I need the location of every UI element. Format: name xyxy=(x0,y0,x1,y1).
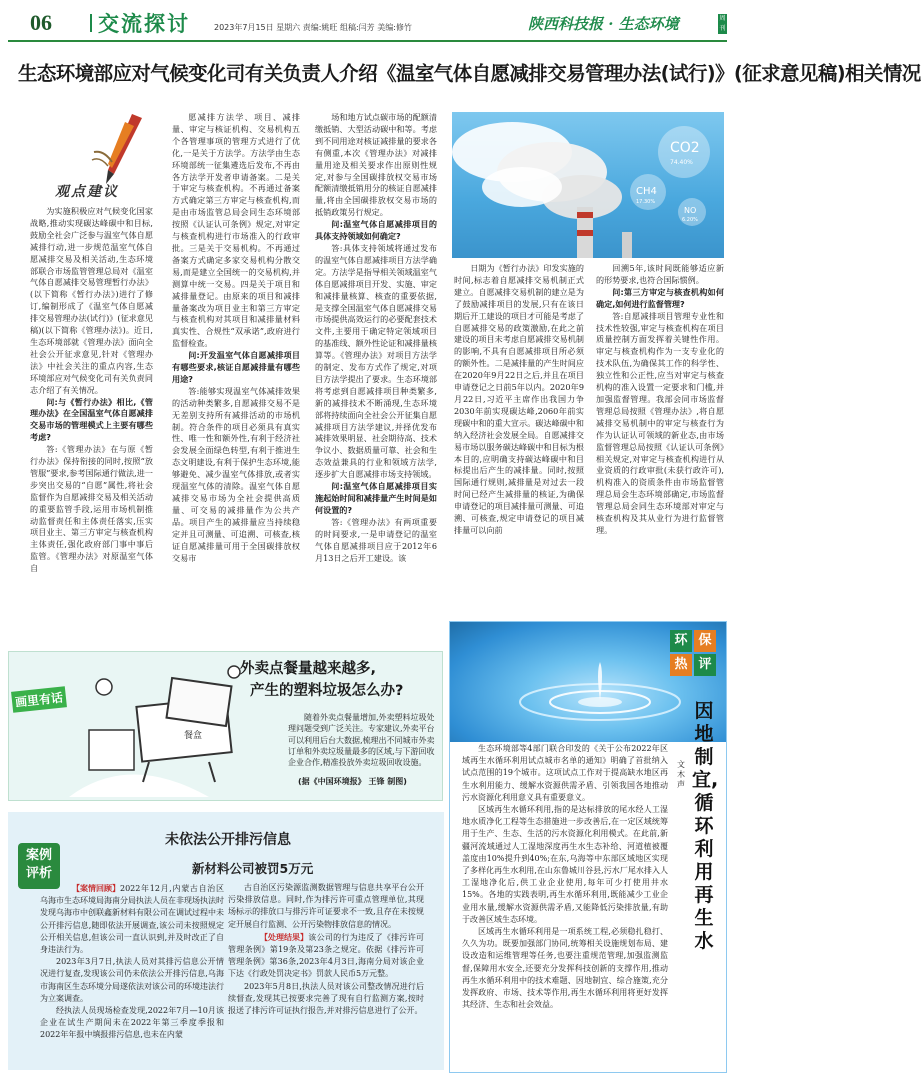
commentary-author: 文 木声 xyxy=(677,760,685,789)
article-paragraph: 愿减排方法学、项目、减排量、审定与核证机构、交易机构五个各管理事项的管理方式进行了优化,一是关于方法学。方法学由生态环境部统一征集遴选后发布,不再由各方法学开发者申请备案。二是关于审定与核查机构。不再通过备案方式确定第三方审定与核查机构,而是由市场监管总局会同生态环境部按照《认证认可条例》规定,对审定与核查机构进行市场准入的行政审批。三是关于交易机构。不再通过备案方式确定多家交易机构分散交易,而是建立全国统一的交易机构,并测算中统一交易。四是关于项目和减排量登记。由原来的项目和减排量备案改为项目业主和第三方审定与核查机构对其项目和减排量材料真实性、合规性“双承诺”,政府进行监督检查。 xyxy=(172,112,300,349)
article-paragraph: 答:具体支持领域将通过发布的温室气体自愿减排项目方法学确定。方法学是指导相关领域温室气体自愿减排项目开发、实施、审定和减排量核算、核查的重要依据,是支撑全国温室气体自愿减排交易市场提供高效运行的必要配套技术文件,主要用于确定特定领域项目的基准线、额外性论证和减排量核算等。《管理办法》对项目方法学的制定、发布方式作了规定,对项目方法学提出了要求。生态环境部将考虑到自愿减排项目种类繁多,新的减排技术不断涌现,生态环境部将持续面向全社会公开征集自愿减排项目方法学建议,并择优发布减排效果明显、社会期待高、技术争议小、数据质量可靠、社会和生态效益兼具的行业和领域方法学,逐步扩大自愿减排市场支持领域。 xyxy=(315,242,437,480)
commentary-title: 因地制宜,循环利用再生水 xyxy=(692,700,719,952)
case-paragraph-text: 经执法人员现场检查发现,2022年7月—10月该企业在试生产期间未在2022年第三季度季报和2022年年报中填报排污信息,也未在内蒙 xyxy=(40,1006,224,1040)
paper-flag: 周刊 xyxy=(719,15,726,32)
no-label: NO xyxy=(684,206,697,215)
case-subhead: 新材料公司被罚5万元 xyxy=(192,861,314,876)
ch4-label: CH4 xyxy=(636,186,657,197)
case-paragraph xyxy=(40,956,224,1005)
hot-label-char-4: 评 xyxy=(694,654,716,676)
pen-nib-icon xyxy=(90,112,150,187)
article-column-5 xyxy=(596,263,724,537)
main-headline: 生态环境部应对气候变化司有关负责人介绍《温室气体自愿减排交易管理办法(试行)》(征求意见稿)相关情况 xyxy=(18,62,921,85)
case-paragraph xyxy=(228,981,424,1018)
article-column-1 xyxy=(30,206,153,575)
article-question: 问:温室气体自愿减排项目实施起始时间和减排量产生时间是如何设置的? xyxy=(315,481,437,515)
paper-name: 陕西科技报 · 生态环境 xyxy=(528,15,679,33)
cartoon-tag: 画里有话 xyxy=(11,686,67,713)
hot-comment-label xyxy=(670,630,718,684)
commentary-paragraph: 区域再生水循环利用是一项系统工程,必须稳扎稳打、久久为功。既要加强部门协同,统筹相关设施规划布局、建设改造和运维管理等任务,也要注重规范管理,加强监测监督,保障用水安全,还要充分发挥科技创新的支撑作用,推动再生水循环利用中的技术难题、因地制宜、综合施策,充分发挥政府、市场、技术等作用,再生水循环利用将更好发挥其经济、生态和社会效益。 xyxy=(462,927,668,1010)
smokestack-illustration xyxy=(452,112,724,258)
case-section-tag: 【案情回顾】 xyxy=(72,883,120,893)
article-paragraph: 答:自愿减排项目管理专业性和技术性较强,审定与核查机构在项目质量控制方面发挥着关键性作用。审定与核查机构作为一支专业化的技术队伍,为确保其工作的科学性、独立性和公正性,应当对审定与核查机构的准入设置一定要求和门槛,并加强监督管理。我部会同市场监督管理总局按照《管理办法》,将自愿减排交易机制中的审定与核查行为作为认证认可领域的新业态,由市场监督管理总局按照《认证认可条例》相关规定,对审定与核查机构进行从业资质的行政审批(未获行政许可),机构准入的资质条件由市场监督管理总局会生态环境部确定,市场监督管理总局会同生态环境部对审定与核查机构及其从业行为进行监督管理。 xyxy=(596,310,724,535)
no-percent: 6.20% xyxy=(682,217,698,223)
article-question: 问:开发温室气体自愿减排项目有哪些要求,核证自愿减排量有哪些用途? xyxy=(172,350,300,384)
case-paragraph xyxy=(228,882,424,931)
cartoon-headline-line-1: 外卖点餐量越来越多, xyxy=(240,661,377,677)
commentary-paragraph: 生态环境部等4部门联合印发的《关于公布2022年区域再生水循环利用试点城市名单的通知》明确了首批纳入试点范围的19个城市。这项试点工作对于提高缺水地区再生水利用能力、缓解水资源供需矛盾、引领我国各地推动污水资源化利用意义具有重要意义。 xyxy=(462,744,668,802)
article-column-3 xyxy=(315,112,437,564)
box-label: 餐盒 xyxy=(184,731,203,741)
article-paragraph: 回溯5年,该时间既能够适应新的形势要求,也符合国际惯例。 xyxy=(596,263,724,285)
article-column-4 xyxy=(454,263,584,537)
section-title: 交流探讨 xyxy=(98,12,190,36)
header-separator xyxy=(90,14,92,32)
case-column-1 xyxy=(40,882,224,1042)
emissions-photo xyxy=(452,112,724,258)
case-section-tag: 【处理结果】 xyxy=(260,931,308,942)
article-question: 问:与《暂行办法》相比,《管理办法》在全国温室气体自愿减排交易市场的管理模式上主要有哪些考虑? xyxy=(30,396,153,443)
cartoon-caption: 随着外卖点餐量增加,外卖塑料垃圾处理问题受到广泛关注。专家建议,外卖平台可以利用后台大数据,梳理出不同城市外卖订单和外卖垃圾量最多的区域,与下游回收企业合作,精准投放外卖垃圾回收设施。 xyxy=(288,713,435,768)
case-paragraph-text: 古自治区污染源监测数据管理与信息共享平台公开污染排放信息。同时,作为排污许可重点管理单位,其现场标示的排放口与排污许可证要求不一致,且存在未按规定开展自行监测、公开污染物排放信息的情况。 xyxy=(228,883,424,929)
cartoon-headline-line-2: 产生的塑料垃圾怎么办? xyxy=(250,683,404,699)
ch4-percent: 17.30% xyxy=(636,199,656,205)
article-question: 问:温室气体自愿减排项目的具体支持领域如何确定? xyxy=(315,219,437,242)
hot-label-char-1: 环 xyxy=(670,630,692,652)
cartoon-credit: (据《中国环境报》 王锋 制图) xyxy=(298,777,407,786)
hot-label-char-3: 热 xyxy=(670,654,692,676)
co2-percent: 74.40% xyxy=(670,159,693,166)
case-paragraph xyxy=(40,882,224,956)
article-column-2 xyxy=(172,112,300,564)
article-paragraph: 为实施积极应对气候变化国家战略,推动实现碳达峰碳中和目标,鼓励全社会广泛参与温室气体自愿减排行动,进一步规范温室气体自愿减排交易及相关活动,生态环境部联合市场监管管理总局对《温室气体自愿减排交易管理暂行办法》(以下简称《暂行办法》)进行了修订,编制形成了《温室气体自愿减排交易管理办法(试行)》(征求意见稿)(以下简称《管理办法》)。近日,生态环境部就《管理办法》面向全社会公开征求意见,针对《管理办法》中社会关注的重点内容,生态环境部应对气候变化司有关负责同志介绍了有关情况。 xyxy=(30,206,153,395)
article-paragraph: 答:能够实现温室气体减排效果的活动种类繁多,自愿减排交易不是无差别支持所有减排活动的市场机制。符合条件的项目必须具有真实性、唯一性和额外性,有利于经济社会发展全面绿色转型,有利于推进生态文明建设,有利于保护生态环境,能够避免、减少温室气体排放,或者实现温室气体的清除。温室气体自愿减排交易市场为全社会提供高质量、可交易的减排量作为公共产品。项目产生的减排量应当持续稳定并且可测量、可追溯、可核查,核证自愿减排量可用于全国碳排放权交易市 xyxy=(172,385,300,563)
commentary-body xyxy=(462,743,668,1011)
issue-info: 2023年7月15日 星期六 责编:姚旺 组稿:闫芳 美编:修竹 xyxy=(214,23,412,32)
case-column-2 xyxy=(228,882,424,1017)
viewpoint-label: 观点建议 xyxy=(55,184,119,200)
co2-label: CO2 xyxy=(670,140,700,156)
commentary-paragraph: 区域再生水循环利用,指的是达标排放的尾水经人工湿地水质净化工程等生态措施进一步改善后,在一定区域统筹用于生产、生态、生活的污水资源化利用模式。在此前,新疆河流域通过人工湿地深度再生水生态补给、河道植被覆盖度由10%提升到40%;在东,乌海等中东部区域地区实现了多样化再生水利用,在山东鲁城川谷县,污水厂尾水排入人工湿地净化后,供工业企业使用,每年可少打使用井水15%。各地的实践表明,再生水循环利用,既能减少工业企业用水量,缓解水资源供需矛盾,又能降低污染排放量,有助于改善区域生态环境。 xyxy=(462,805,668,924)
case-label-line-2: 评析 xyxy=(25,866,52,881)
article-paragraph: 日期为《暂行办法》印发实施的时间,标志着自愿减排交易机制正式建立。自愿减排交易机制的建立是为了鼓励减排项目的发展,只有在该日期后开工建设的项目才可能是考虑了自愿减排交易的政策激励,在此之前建设的项目未考虑自愿减排交易机制的影响,不具有自愿减排项目所必须的额外性。二是减排量的产生时间应在2020年9月22日之后,并且在项目申请登记之日前5年以内。2020年9月22日,习近平主席作出我国力争2030年前实现碳达峰,2060年前实现碳中和的重大宣示。碳达峰碳中和纳入经济社会发展全局。自愿减排交易市场以服务碳达峰碳中和目标为根本目的,应明确支持碳达峰碳中和目标提出后产生的减排量。同时,按照国际通行规则,减排量是对过去一段时间已经产生减排量的核证,为确保申请登记的项目减排量可测量、可追溯、可核查,规定申请登记的项目减排量可以向前 xyxy=(454,263,584,535)
article-paragraph: 场和地方试点碳市场的配额清缴抵销、大型活动碳中和等。考虑到不同用途对核证减排量的要求各有侧重,本次《管理办法》对减排量用途及相关要求作出原则性规定,对参与全国碳排放权交易市场配额清缴抵销用分的核证自愿减排量,将由全国碳排放权交易市场的抵销政策另行规定。 xyxy=(315,112,437,218)
header-rule xyxy=(8,40,727,42)
case-paragraph xyxy=(228,931,424,981)
case-paragraph-text: 2023年5月8日,执法人员对该公司整改情况进行后续督查,发现其已按要求完善了现有自行监测方案,按时报送了排污许可证执行报告,并对排污信息进行了公开。 xyxy=(228,981,424,1016)
page-number: 06 xyxy=(30,10,52,35)
article-question: 问:第三方审定与核查机构如何确定,如何进行监督管理? xyxy=(596,286,724,309)
case-paragraph-text: 2022年12月,内蒙古自治区乌海市生态环境局海南分局执法人员在非现场执法时发现乌海市中创联鑫新材料有限公司在调试过程中未公开排污信息,随即依法开展调查,该公司未按照规定公开相关信息,但该公司一直认识到,并及时改正了自身违法行为。 xyxy=(40,884,224,955)
case-paragraph-text: 该公司的行为违反了《排污许可管理条例》第19条及第23条之规定。依据《排污许可管理条例》第36条,2023年4月3日,海南分局对该企业下达《行政处罚决定书》罚款人民币5万元整。 xyxy=(228,932,424,979)
hot-label-char-2: 保 xyxy=(694,630,716,652)
case-headline: 未依法公开排污信息 xyxy=(165,832,291,848)
article-paragraph: 答:《管理办法》有两项重要的时间要求,一是申请登记的温室气体自愿减排项目应于2012年6月13日之后开工建设。该 xyxy=(315,516,437,563)
cartoon-headline xyxy=(240,658,403,702)
case-paragraph-text: 2023年3月7日,执法人员对其排污信息公开情况进行复查,发现该公司仍未依法公开排污信息,乌海市海南区生态环境分局遂依法对该公司的环境违法行为立案调查。 xyxy=(40,957,224,1003)
case-paragraph xyxy=(40,1005,224,1042)
article-paragraph: 答:《管理办法》在与原《暂行办法》保持衔接的同时,按照“放管服”要求,参考国际通行做法,进一步突出交易的“自愿”属性,将社会监督作为自愿减排交易及相关活动的重要监管手段,运用市场机制推动监督责任和主体责任落实,压实项目业主、第三方审定与核查机构主体责任,强化政府部门事中事后监管。《管理办法》对原温室气体自 xyxy=(30,444,153,574)
case-label-line-1: 案例 xyxy=(25,848,52,863)
